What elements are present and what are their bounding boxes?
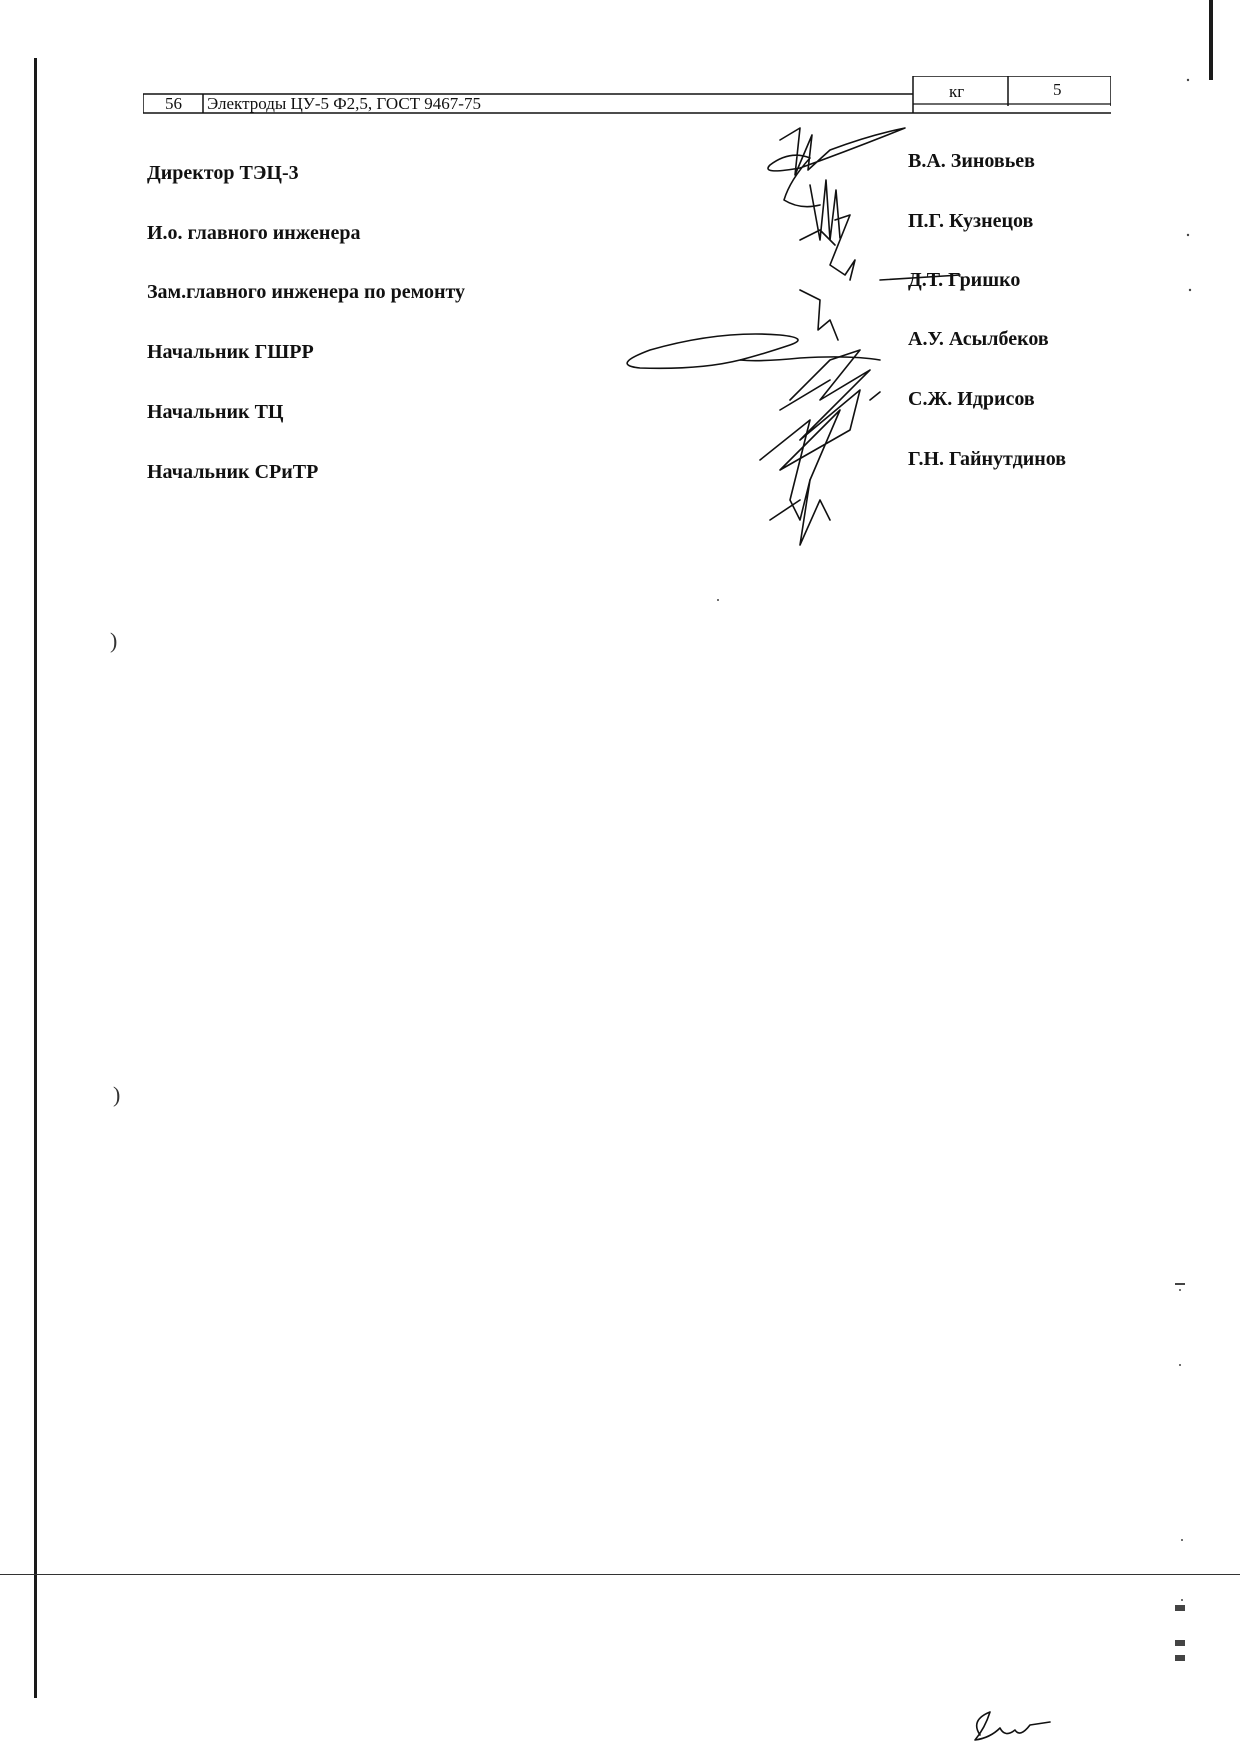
position-deputy-chief-engineer: Зам.главного инженера по ремонту (147, 281, 466, 303)
row-number: 56 (165, 94, 182, 113)
scan-bottom-rule (0, 1574, 1240, 1575)
signature-6 (760, 380, 830, 545)
signature-5 (780, 350, 870, 480)
quantity-cell: 5 (1053, 80, 1062, 99)
scan-margin-line (34, 58, 37, 1698)
name-head-sritr: Г.Н. Гайнутдинов (908, 448, 1067, 470)
scan-edge-mark (1209, 0, 1213, 80)
signature-3 (800, 215, 855, 340)
signature-2 (800, 180, 840, 245)
position-director: Директор ТЭЦ-3 (147, 162, 299, 184)
paren-mark: ) (113, 1082, 121, 1107)
name-head-gshrr: А.У. Асылбеков (908, 328, 1049, 350)
name-director: В.А. Зиновьев (908, 150, 1035, 172)
paren-mark: ) (110, 628, 118, 653)
initials-bottom (975, 1712, 1050, 1740)
position-head-sritr: Начальник СРиТР (147, 461, 319, 483)
name-head-tc: С.Ж. Идрисов (908, 388, 1035, 410)
signature-4 (627, 334, 880, 368)
scan-specks (717, 79, 1191, 1661)
signature-1 (768, 128, 905, 207)
position-head-tc: Начальник ТЦ (147, 401, 284, 423)
name-deputy-chief-engineer: Д.Т. Гришко (908, 269, 1021, 291)
unit-cell: кг (949, 82, 965, 101)
materials-table-row (143, 76, 1111, 114)
item-name: Электроды ЦУ-5 Ф2,5, ГОСТ 9467-75 (207, 94, 481, 113)
name-acting-chief-engineer: П.Г. Кузнецов (908, 210, 1034, 232)
position-head-gshrr: Начальник ГШРР (147, 341, 314, 363)
position-acting-chief-engineer: И.о. главного инженера (147, 222, 361, 244)
